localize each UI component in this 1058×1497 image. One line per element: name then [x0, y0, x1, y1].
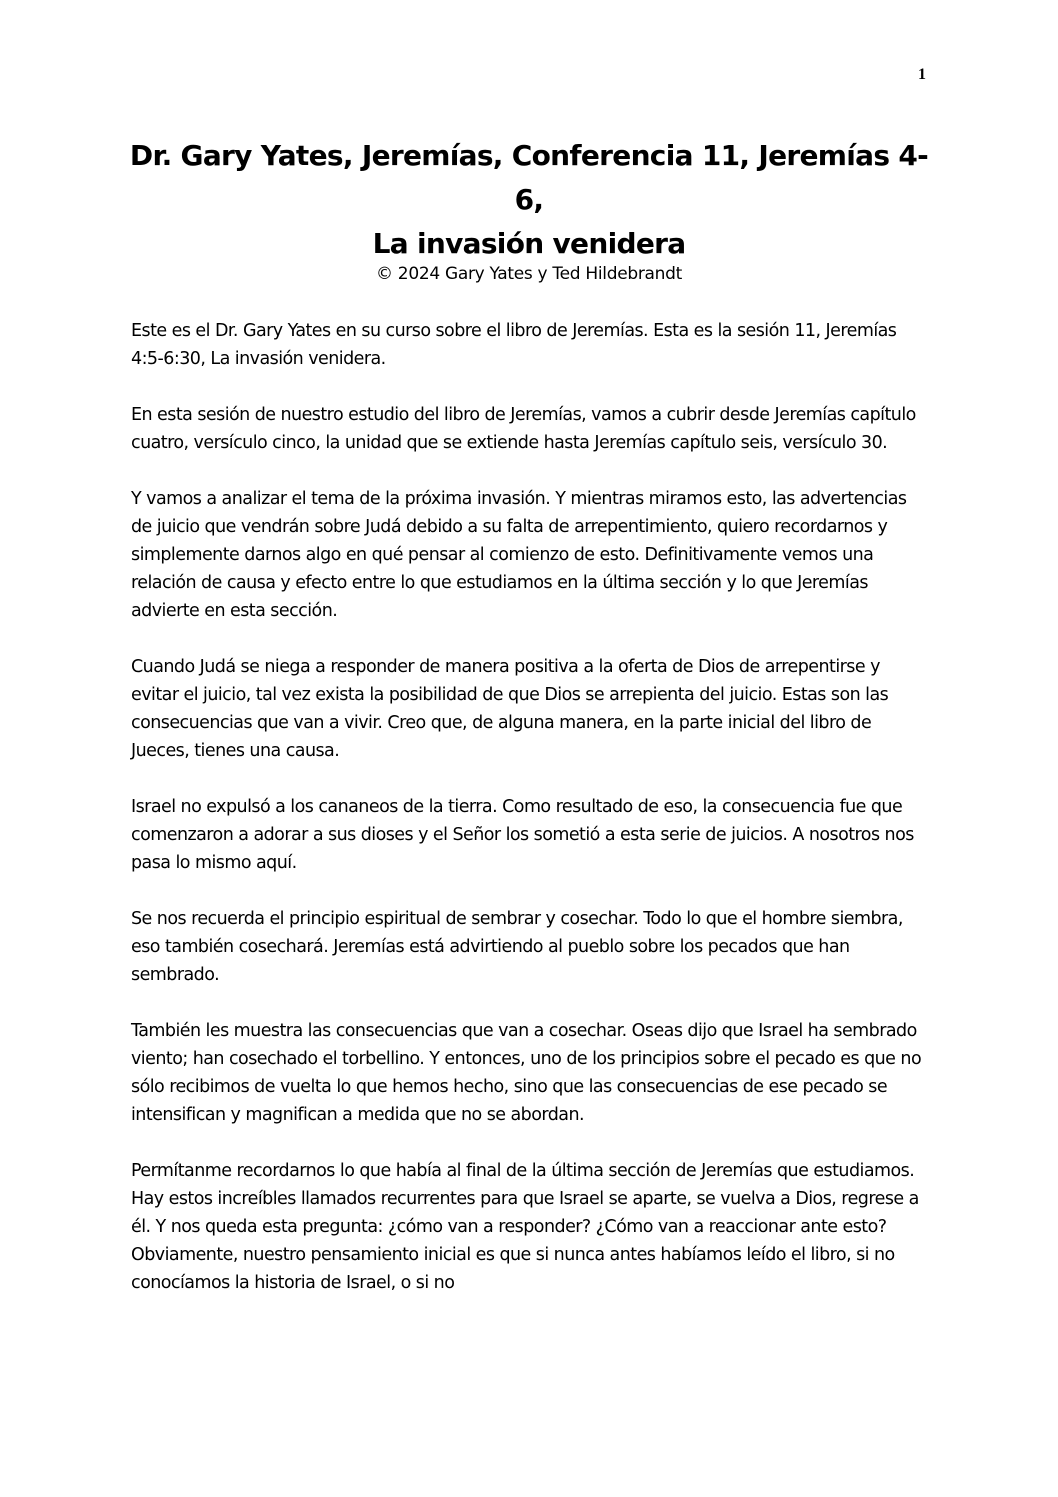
paragraph: Permítanme recordarnos lo que había al final de la última sección de Jeremías que estudiamos. Hay estos increíbles llamados recurrentes para que Israel se aparte, se vuelva a Dios, regrese a él. Y nos queda esta pregunta: ¿cómo van a responder? ¿Cómo van a reaccionar ante esto? Obviamente, nuestro pensamiento inicial es que si nunca antes habíamos leído el libro, si no conocíamos la historia de Israel, o si no	[131, 1161, 919, 1293]
paragraph: Cuando Judá se niega a responder de manera positiva a la oferta de Dios de arrepentirse y evitar el juicio, tal vez exista la posibilidad de que Dios se arrepienta del juicio. Estas son las consecuencias que van a vivir. Creo que, de alguna manera, en la parte inicial del libro de Jueces, tienes una causa.	[131, 657, 889, 761]
paragraph: En esta sesión de nuestro estudio del libro de Jeremías, vamos a cubrir desde Jeremías capítulo cuatro, versículo cinco, la unidad que se extiende hasta Jeremías capítulo seis, versículo 30.	[131, 405, 916, 453]
paragraph: Y vamos a analizar el tema de la próxima invasión. Y mientras miramos esto, las advertencias de juicio que vendrán sobre Judá debido a su falta de arrepentimiento, quiero recordarnos y simplemente darnos algo en qué pensar al comienzo de esto. Definitivamente vemos una relación de causa y efecto entre lo que estudiamos en la última sección y lo que Jeremías advierte en esta sección.	[131, 489, 907, 621]
title-line-2: 6,	[514, 183, 544, 216]
document-body	[131, 317, 931, 1325]
title-line-1: Dr. Gary Yates, Jeremías, Conferencia 11, Jeremías 4-	[129, 139, 929, 172]
document-title	[120, 134, 938, 266]
paragraph: También les muestra las consecuencias que van a cosechar. Oseas dijo que Israel ha sembrado viento; han cosechado el torbellino. Y entonces, uno de los principios sobre el pecado es que no sólo recibimos de vuelta lo que hemos hecho, sino que las consecuencias de ese pecado se intensifican y magnifican a medida que no se abordan.	[131, 1021, 922, 1125]
title-line-3: La invasión venidera	[372, 227, 686, 260]
page-number: 1	[918, 66, 926, 83]
paragraph: Israel no expulsó a los cananeos de la tierra. Como resultado de eso, la consecuencia fue que comenzaron a adorar a sus dioses y el Señor los sometió a esta serie de juicios. A nosotros nos pasa lo mismo aquí.	[131, 797, 914, 873]
paragraph: Se nos recuerda el principio espiritual de sembrar y cosechar. Todo lo que el hombre siembra, eso también cosechará. Jeremías está advirtiendo al pueblo sobre los pecados que han sembrado.	[131, 909, 903, 985]
paragraph: Este es el Dr. Gary Yates en su curso sobre el libro de Jeremías. Esta es la sesión 11, Jeremías 4:5-6:30, La invasión venidera.	[131, 321, 897, 369]
copyright-line: © 2024 Gary Yates y Ted Hildebrandt	[376, 264, 682, 284]
